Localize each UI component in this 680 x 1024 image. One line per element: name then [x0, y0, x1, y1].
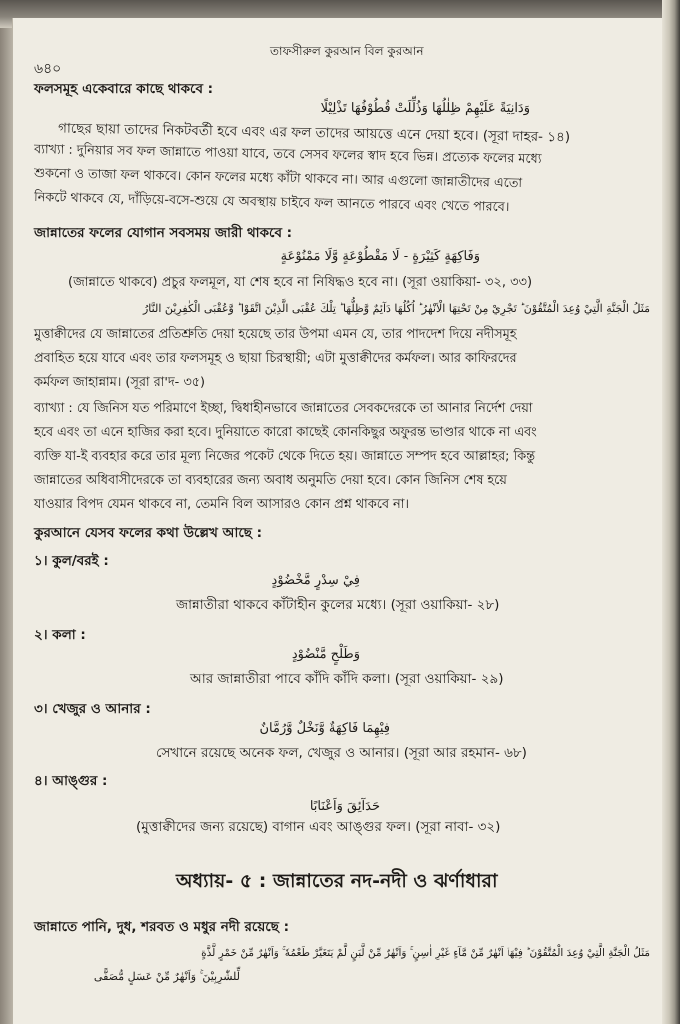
arabic-verse: مَثَلُ الْجَنَّةِ الَّتِيْ وُعِدَ الْمُتَّقُوْنَ ؕ تَجْرِيْ مِنْ تَحْتِهَا الْاَنْهٰرُ ؕ اُكُلُهَا دَآئِمٌ وَّظِلُّهَا ؕ تِلْكَ عُقْبَى الَّذِيْنَ اتَّقَوْا ؕ وَّعُقْبَى الْكٰفِرِيْنَ النَّارُ [142, 302, 650, 315]
paragraph-line: ব্যক্তি যা-ই ব্যবহার করে তার মূল্য নিজের পকেট থেকে দিতে হয়। জান্নাতে সম্পদ হবে আল্লাহর; কিন্তু [34, 449, 535, 464]
heading-fruits-near: ফলসমূহ একেবারে কাছে থাকবে : [34, 81, 214, 97]
paragraph-line: কর্মফল জাহান্নাম। (সূরা রা'দ- ৩৫) [34, 375, 205, 390]
paragraph-line: যাওয়ার বিপদ যেমন থাকবে না, তেমনি বিল আসারও কোন প্রশ্ন থাকবে না। [34, 497, 409, 512]
paragraph-line: (জান্নাতে থাকবে) প্রচুর ফলমূল, যা শেষ হবে না নিষিদ্ধও হবে না। (সূরা ওয়াকিয়া- ৩২, ৩৩) [68, 275, 533, 290]
paragraph-line: ব্যাখ্যা : দুনিয়ার সব ফল জান্নাতে পাওয়া যাবে, তবে সেসব ফলের স্বাদ হবে ভিন্ন। প্রত্যেক ফলের মধ্যে [33, 142, 542, 167]
arabic-verse: وَفَاكِهَةٍ كَثِيْرَةٍ - لَا مَقْطُوْعَةٍ وَّلَا مَمْنُوْعَةٍ [280, 249, 480, 264]
heading-fruit-list: কুরআনে যেসব ফলের কথা উল্লেখ আছে : [34, 525, 263, 541]
chapter-title: অধ্যায়- ৫ : জান্নাতের নদ-নদী ও ঝর্ণাধারা [176, 870, 498, 892]
paragraph-line: নিকটে থাকবে যে, দাঁড়িয়ে-বসে-শুয়ে যে অবস্থায় চাইবে ফল আনতে পারবে এবং খেতে পারবে। [33, 190, 510, 215]
list-item-heading: ১। কুল/বরই : [34, 553, 109, 569]
heading-rivers: জান্নাতে পানি, দুধ, শরবত ও মধুর নদী রয়েছে : [34, 919, 289, 935]
list-item-heading: ২। কলা : [34, 627, 86, 643]
paragraph-line: শুকনো ও তাজা ফল থাকবে। কোন ফলের মধ্যে কাঁটা থাকবে না। আর এগুলো জান্নাতীদের এতো [33, 165, 523, 192]
arabic-verse: وَطَلْحٍ مَّنْضُوْدٍ [291, 647, 360, 662]
heading-supply: জান্নাতের ফলের যোগান সবসময় জারী থাকবে : [34, 225, 293, 241]
paragraph-line: আর জান্নাতীরা পাবে কাঁদি কাঁদি কলা। (সূরা ওয়াকিয়া- ২৯) [190, 671, 504, 687]
paragraph-line: জান্নাতীরা থাকবে কাঁটাহীন কুলের মধ্যে। (সূরা ওয়াকিয়া- ২৮) [176, 597, 500, 613]
arabic-verse: فِيْ سِدْرٍ مَّخْضُوْدٍ [271, 573, 360, 588]
paragraph-line: মুত্তাক্বীদের যে জান্নাতের প্রতিশ্রুতি দেয়া হয়েছে তার উপমা এমন যে, তার পাদদেশ দিয়ে নদীসমূহ [34, 327, 517, 342]
list-item-heading: ৩। খেজুর ও আনার : [34, 701, 151, 717]
arabic-verse: مَثَلُ الْجَنَّةِ الَّتِيْ وُعِدَ الْمُتَّقُوْنَ ؕ فِيْهَاۤ اَنْهٰرٌ مِّنْ مَّآءٍ غَيْرِ اٰسِنٍ ۚ وَاَنْهٰرٌ مِّنْ لَّبَنٍ لَّمْ يَتَغَيَّرْ طَعْمُهٗ ۚ وَاَنْهٰرٌ مِّنْ خَمْرٍ لَّذَّةٍ [201, 947, 650, 959]
arabic-verse: وَدَانِيَةً عَلَيْهِمْ ظِلٰلُهَا وَذُلِّلَتْ قُطُوْفُهَا تَذْلِيْلًا [320, 101, 530, 116]
arabic-verse: فِيْهِمَا فَاكِهَةٌ وَّنَخْلٌ وَّرُمَّانٌ [259, 721, 390, 736]
arabic-verse: لِّلشّٰرِبِيْنَ ۚ وَاَنْهٰرٌ مِّنْ عَسَلٍ مُّصَفًّى [93, 970, 240, 983]
arabic-verse: حَدَآئِقَ وَاَعْنَابًا [309, 799, 380, 814]
paragraph-line: প্রবাহিত হয়ে যাবে এবং তার ফলসমূহ ও ছায়া চিরস্থায়ী; এটা মুত্তাক্বীদের কর্মফল। আর কাফিরদের [34, 351, 517, 366]
page-number: ৬৪০ [34, 61, 62, 77]
paragraph-line: সেখানে রয়েছে অনেক ফল, খেজুর ও আনার। (সূরা আর রহমান- ৬৮) [156, 745, 527, 761]
paragraph-line: ব্যাখ্যা : যে জিনিস যত পরিমাণে ইচ্ছা, দ্বিধাহীনভাবে জান্নাতের সেবকদেরকে তা আনার নির্দেশ দেয়া [34, 401, 533, 416]
paragraph-line: গাছের ছায়া তাদের নিকটবর্তী হবে এবং এর ফল তাদের আয়ত্তে এনে দেয়া হবে। (সূরা দাহর- ১৪) [57, 120, 571, 146]
paragraph-line: হবে এবং তা এনে হাজির করা হবে। দুনিয়াতে কারো কাছেই কোনকিছুর অফুরন্ত ভাণ্ডার থাকে না এবং [34, 425, 537, 440]
list-item-heading: ৪। আঙ্গুর : [34, 773, 108, 789]
paragraph-line: জান্নাতের অধিবাসীদেরকে তা ব্যবহারের জন্য অবাধ অনুমতি দেয়া হবে। কোন জিনিস শেষ হয়ে [34, 473, 507, 488]
paragraph-line: (মুত্তাক্বীদের জন্য রয়েছে) বাগান এবং আঙ্গুর ফল। (সূরা নাবা- ৩২) [136, 819, 501, 835]
running-header: তাফসীরুল কুরআন বিল কুরআন [270, 44, 424, 58]
page-edge [662, 0, 680, 1024]
